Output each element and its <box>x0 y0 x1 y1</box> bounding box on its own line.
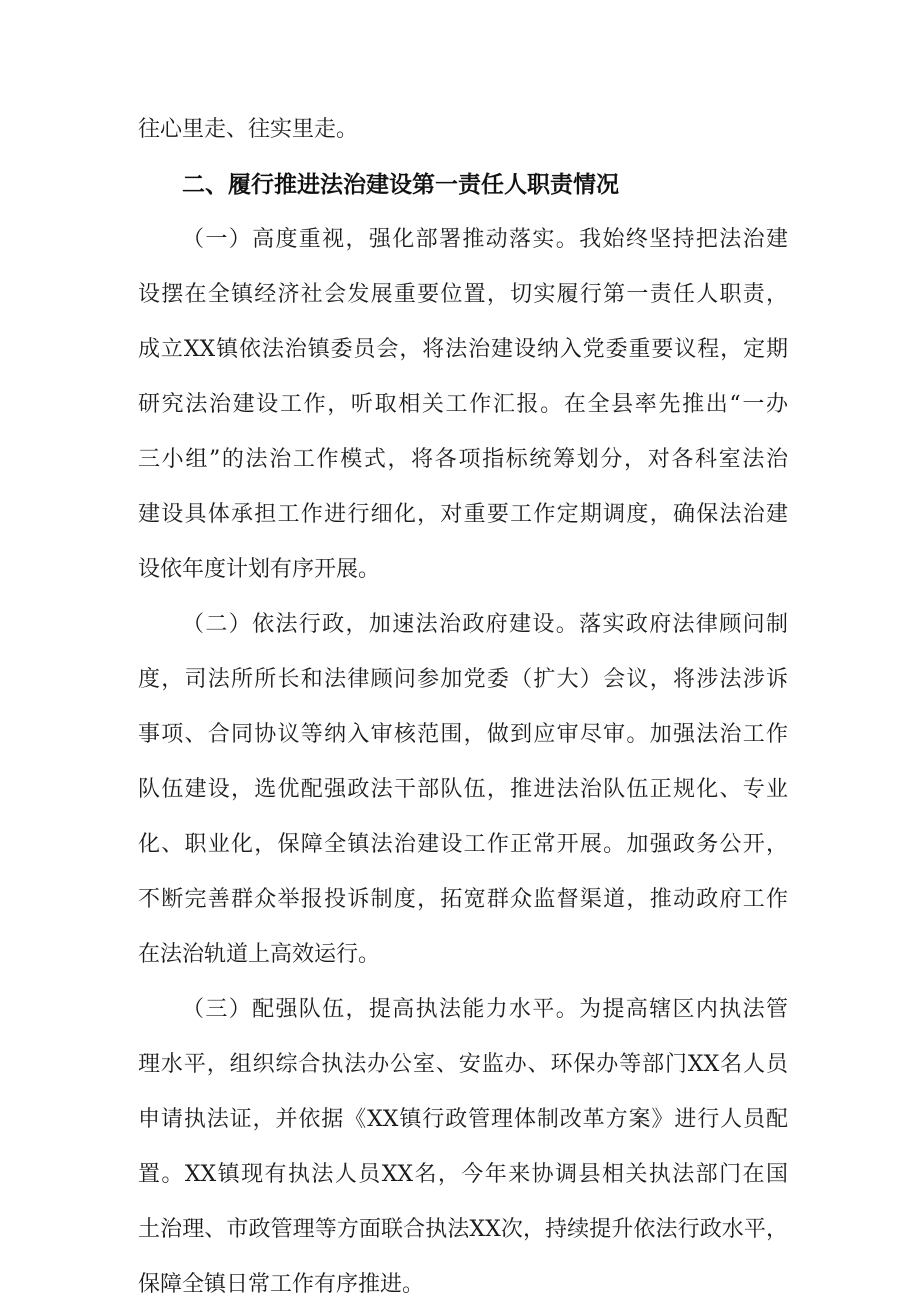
paragraph-2-line-5: 化、职业化，保障全镇法治建设工作正常开展。加强政务公开， <box>138 832 788 857</box>
paragraph-1-line-7: 设依年度计划有序开展。 <box>138 557 381 582</box>
intro-tail-line: 往心里走、往实里走。 <box>138 117 359 142</box>
paragraph-3-line-6: 保障全镇日常工作有序推进。 <box>138 1272 425 1297</box>
paragraph-3-line-2: 理水平，组织综合执法办公室、安监办、环保办等部门XX名人员 <box>138 1052 788 1077</box>
paragraph-1-line-5: 三小组”的法治工作模式，将各项指标统筹划分，对各科室法治 <box>138 447 788 472</box>
paragraph-1-line-4: 研究法治建设工作，听取相关工作汇报。在全县率先推出“一办 <box>138 392 788 417</box>
paragraph-2-line-2: 度，司法所所长和法律顾问参加党委（扩大）会议，将涉法涉诉 <box>138 667 788 692</box>
paragraph-1-line-2: 设摆在全镇经济社会发展重要位置，切实履行第一责任人职责， <box>138 282 788 307</box>
paragraph-1-line-6: 建设具体承担工作进行细化，对重要工作定期调度，确保法治建 <box>138 502 788 527</box>
paragraph-2-line-4: 队伍建设，选优配强政法干部队伍，推进法治队伍正规化、专业 <box>138 777 788 802</box>
paragraph-2-line-3: 事项、合同协议等纳入审核范围，做到应审尽审。加强法治工作 <box>138 722 788 747</box>
paragraph-1-line-3: 成立XX镇依法治镇委员会，将法治建设纳入党委重要议程，定期 <box>138 337 788 362</box>
paragraph-3-line-1: （三）配强队伍，提高执法能力水平。为提高辖区内执法管 <box>182 997 788 1022</box>
paragraph-2-line-7: 在法治轨道上高效运行。 <box>138 942 381 967</box>
paragraph-1-line-1: （一）高度重视，强化部署推动落实。我始终坚持把法治建 <box>182 227 788 252</box>
paragraph-3-line-4: 置。XX镇现有执法人员XX名，今年来协调县相关执法部门在国 <box>138 1162 788 1187</box>
paragraph-2-line-6: 不断完善群众举报投诉制度，拓宽群众监督渠道，推动政府工作 <box>138 887 788 912</box>
paragraph-3-line-5: 土治理、市政管理等方面联合执法XX次，持续提升依法行政水平， <box>138 1217 788 1242</box>
paragraph-3-line-3: 申请执法证，并依据《XX镇行政管理体制改革方案》进行人员配 <box>138 1107 788 1132</box>
paragraph-2-line-1: （二）依法行政，加速法治政府建设。落实政府法律顾问制 <box>182 612 788 637</box>
section-heading: 二、履行推进法治建设第一责任人职责情况 <box>182 172 619 198</box>
